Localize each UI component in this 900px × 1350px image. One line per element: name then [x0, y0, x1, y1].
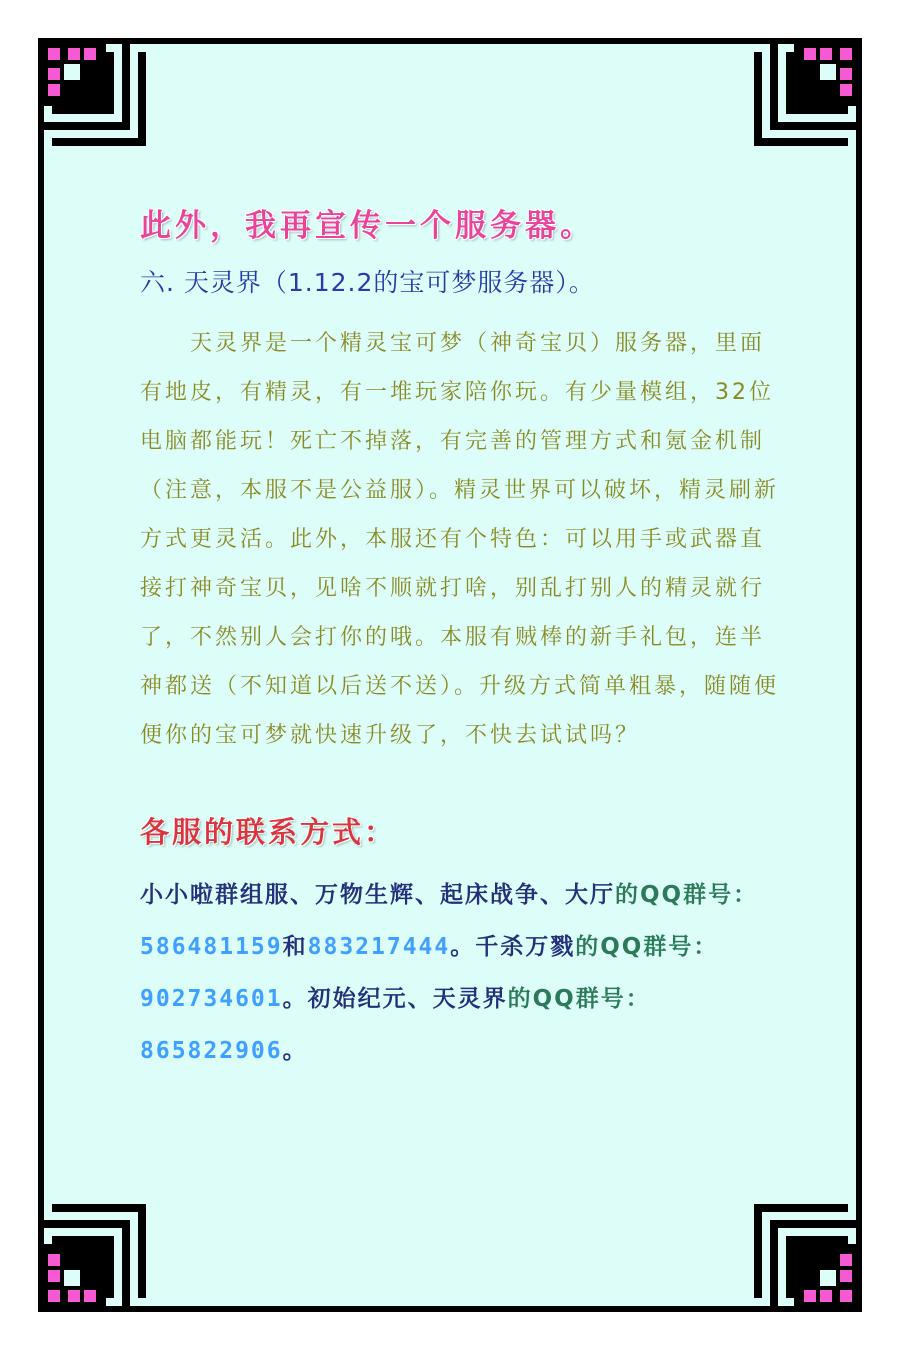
- qq-number: 883217444: [307, 934, 451, 960]
- group1-label: 的QQ群号：: [615, 882, 759, 908]
- page-title: 此外，我再宣传一个服务器。: [140, 208, 595, 244]
- qq-number: 586481159: [140, 934, 283, 960]
- group2-label: 的QQ群号：: [575, 934, 719, 960]
- corner-ornament-bottom-left: [38, 1182, 168, 1312]
- frame-bottom: [158, 1306, 742, 1312]
- corner-ornament-top-right: [732, 38, 862, 168]
- contact-heading: 各服的联系方式：: [140, 815, 397, 849]
- separator: 。: [282, 1038, 308, 1064]
- group1-names: 小小啦群组服、万物生辉、起床战争、大厅: [140, 882, 615, 908]
- frame-right: [856, 158, 862, 1192]
- server-heading: 六. 天灵界（1.12.2的宝可梦服务器）。: [140, 268, 595, 297]
- server-description: 天灵界是一个精灵宝可梦（神奇宝贝）服务器，里面有地皮，有精灵，有一堆玩家陪你玩。有少量模组，32位电脑都能玩！死亡不掉落，有完善的管理方式和氪金机制（注意，本服不是公益服）。精灵世界可以破坏，精灵刷新方式更灵活。此外，本服还有个特色：可以用手或武器直接打神奇宝贝，见啥不顺就打啥，别乱打别人的精灵就行了，不然别人会打你的哦。本服有贼棒的新手礼包，连半神都送（不知道以后送不送）。升级方式简单粗暴，随随便便你的宝可梦就快速升级了，不快去试试吗？: [140, 331, 780, 748]
- frame-top: [158, 38, 742, 44]
- main-content: [140, 200, 780, 1077]
- corner-ornament-top-left: [38, 38, 168, 168]
- separator: 。: [282, 986, 308, 1012]
- group2-names: 千杀万戮: [475, 934, 576, 960]
- separator: 。: [450, 934, 476, 960]
- frame-left: [38, 158, 44, 1192]
- and-text: 和: [282, 934, 308, 960]
- qq-number: 865822906: [140, 1038, 283, 1064]
- contact-info: [140, 869, 780, 1077]
- group3-label: 的QQ群号：: [507, 986, 651, 1012]
- group3-names: 初始纪元、天灵界: [307, 986, 508, 1012]
- qq-number: 902734601: [140, 986, 283, 1012]
- corner-ornament-bottom-right: [732, 1182, 862, 1312]
